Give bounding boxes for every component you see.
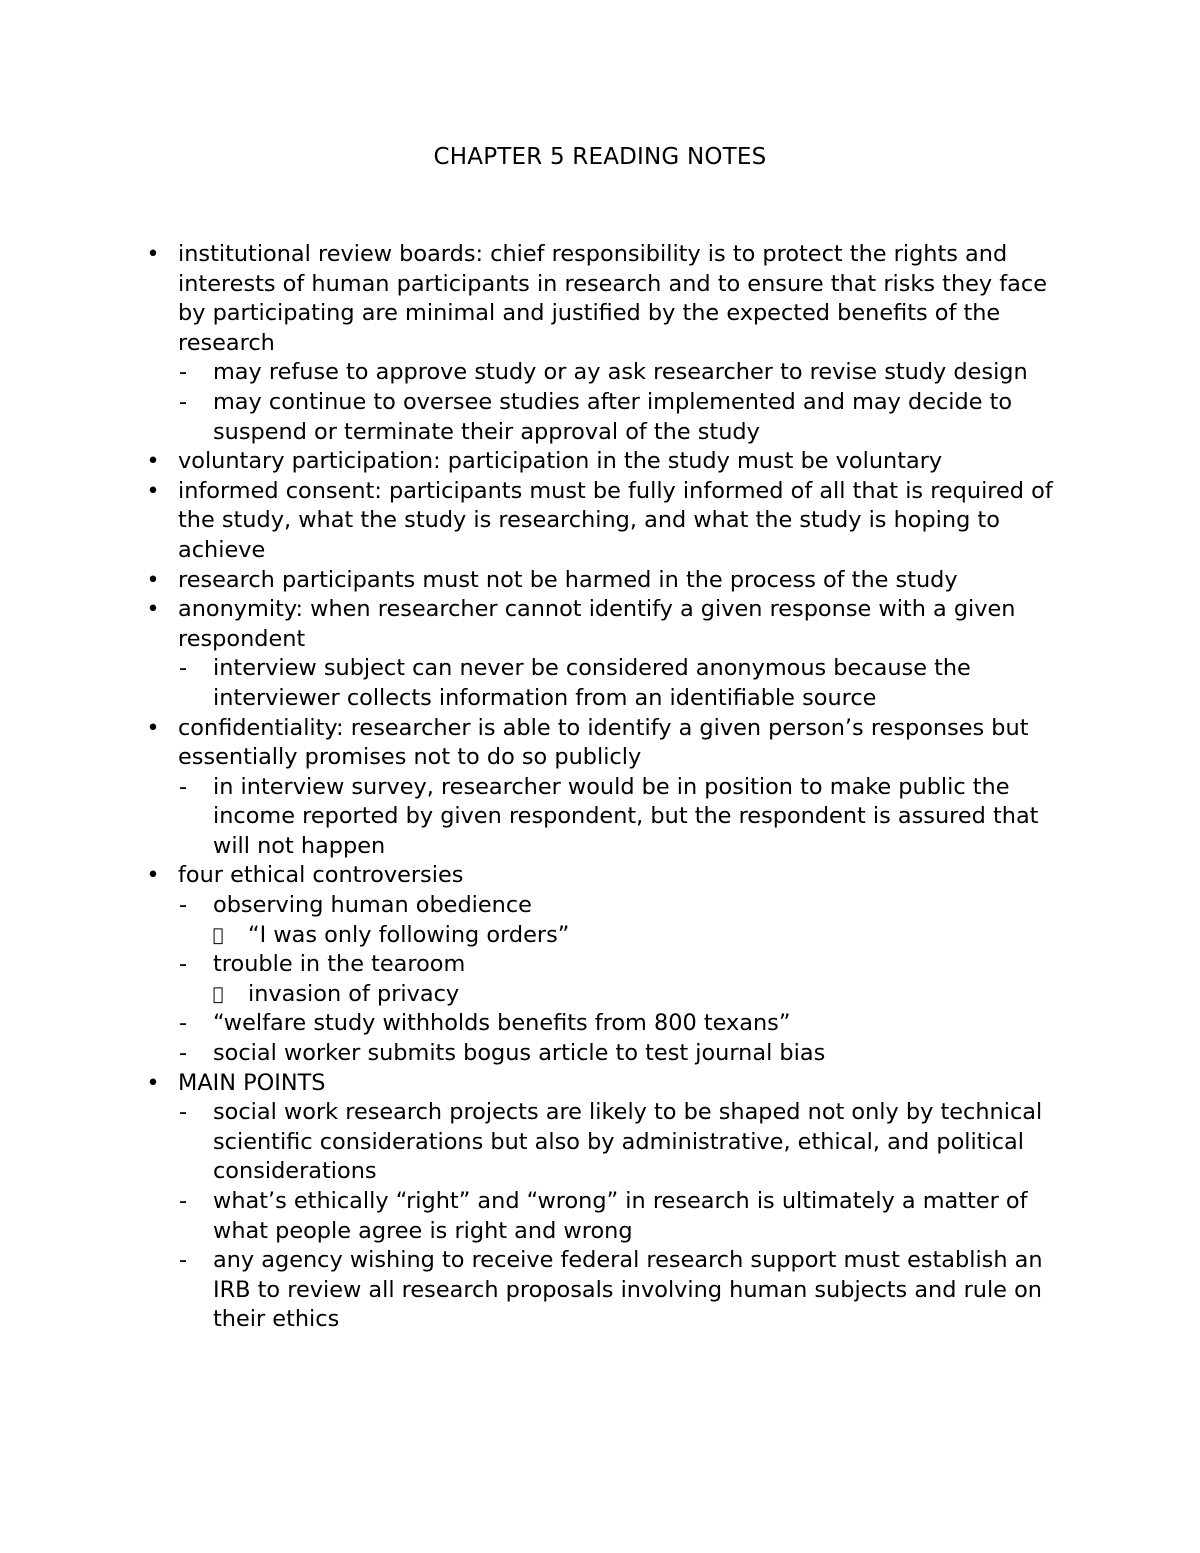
sub-list	[178, 358, 1078, 447]
list-item-text: institutional review boards: chief responsibility is to protect the rights and interests of human participants in research and to ensure that risks they face by participating are minimal and justified by the expected benefits of the research	[178, 241, 1047, 356]
dash-icon: -	[178, 892, 188, 919]
arrow-bullet-icon	[211, 980, 225, 1010]
dash-icon: -	[178, 1040, 188, 1067]
sub-list-item-text: “welfare study withholds benefits from 800 texans”	[213, 1010, 791, 1037]
sub-list	[178, 891, 1078, 1069]
bullet-icon: •	[146, 1069, 160, 1096]
dash-icon: -	[178, 1188, 188, 1214]
list-item	[146, 595, 1078, 713]
sub-list-item	[178, 358, 1078, 388]
list-item-text: confidentiality: researcher is able to identify a given person’s responses but essentially promises not to do so publicly	[178, 714, 1029, 771]
list-item-text: voluntary participation: participation in the study must be voluntary	[178, 448, 943, 475]
bullet-icon: •	[146, 566, 160, 593]
sub-list-item	[178, 1187, 1078, 1246]
sub-list-item	[178, 1098, 1078, 1187]
dash-icon: -	[178, 359, 188, 386]
dash-icon: -	[178, 655, 188, 682]
sub-list-item-text: in interview survey, researcher would be in position to make public the income reported by given respondent, but the respondent is assured that will not happen	[213, 773, 1039, 859]
sub-list-item	[178, 891, 1078, 950]
dash-icon: -	[178, 1010, 188, 1037]
dash-icon: -	[178, 1247, 188, 1274]
list-item	[146, 477, 1078, 566]
sub-list-item-text: any agency wishing to receive federal research support must establish an IRB to review all research proposals involving human subjects and rule on their ethics	[213, 1247, 1043, 1333]
sub-list-item-text: may refuse to approve study or ay ask researcher to revise study design	[213, 359, 1028, 386]
arrow-bullet-icon	[211, 921, 225, 951]
dash-icon: -	[178, 388, 188, 415]
page-title: CHAPTER 5 READING NOTES	[433, 144, 767, 170]
notes-list	[146, 240, 1078, 1335]
sub-list-item-text: trouble in the tearoom	[213, 951, 466, 978]
nested-sub-list	[213, 980, 1078, 1010]
sub-list	[178, 654, 1078, 713]
sub-list	[178, 1098, 1078, 1335]
dash-icon: -	[178, 1099, 188, 1126]
sub-list-item-text: may continue to oversee studies after implemented and may decide to suspend or terminate their approval of the study	[213, 388, 1013, 445]
dash-icon: -	[178, 951, 188, 978]
bullet-icon: •	[146, 241, 160, 267]
list-item	[146, 1069, 1078, 1335]
dash-icon: -	[178, 773, 188, 800]
sub-list-item	[178, 1039, 1078, 1069]
sub-list-item	[178, 1246, 1078, 1335]
nested-list-item	[248, 921, 1078, 951]
bullet-icon: •	[146, 477, 160, 504]
sub-list-item-text: what’s ethically “right” and “wrong” in research is ultimately a matter of what people agree is right and wrong	[213, 1188, 1028, 1244]
list-item	[146, 447, 1078, 477]
list-item-text: research participants must not be harmed in the process of the study	[178, 566, 958, 593]
list-item-text: MAIN POINTS	[178, 1069, 326, 1096]
list-item	[146, 714, 1078, 862]
bullet-icon: •	[146, 596, 160, 623]
nested-sub-list	[213, 921, 1078, 951]
sub-list-item	[178, 950, 1078, 1009]
nested-list-item-text: invasion of privacy	[248, 980, 460, 1007]
sub-list-item	[178, 1009, 1078, 1039]
list-item-text: informed consent: participants must be fully informed of all that is required of the study, what the study is researching, and what the study is hoping to achieve	[178, 477, 1053, 563]
bullet-icon: •	[146, 862, 160, 889]
nested-list-item-text: “I was only following orders”	[248, 921, 570, 948]
sub-list-item	[178, 388, 1078, 447]
sub-list	[178, 773, 1078, 862]
sub-list-item-text: observing human obedience	[213, 892, 532, 919]
bullet-icon: •	[146, 448, 160, 475]
sub-list-item-text: social worker submits bogus article to test journal bias	[213, 1040, 826, 1067]
nested-list-item	[248, 980, 1078, 1010]
list-item-text: four ethical controversies	[178, 862, 464, 889]
list-item	[146, 861, 1078, 1068]
list-item	[146, 566, 1078, 596]
sub-list-item	[178, 773, 1078, 862]
bullet-icon: •	[146, 714, 160, 741]
sub-list-item-text: social work research projects are likely to be shaped not only by technical scientific considerations but also by administrative, ethical, and political considerations	[213, 1099, 1043, 1185]
sub-list-item	[178, 654, 1078, 713]
list-item	[146, 240, 1078, 447]
sub-list-item-text: interview subject can never be considered anonymous because the interviewer collects information from an identifiable source	[213, 655, 971, 711]
list-item-text: anonymity: when researcher cannot identify a given response with a given respondent	[178, 596, 1016, 652]
